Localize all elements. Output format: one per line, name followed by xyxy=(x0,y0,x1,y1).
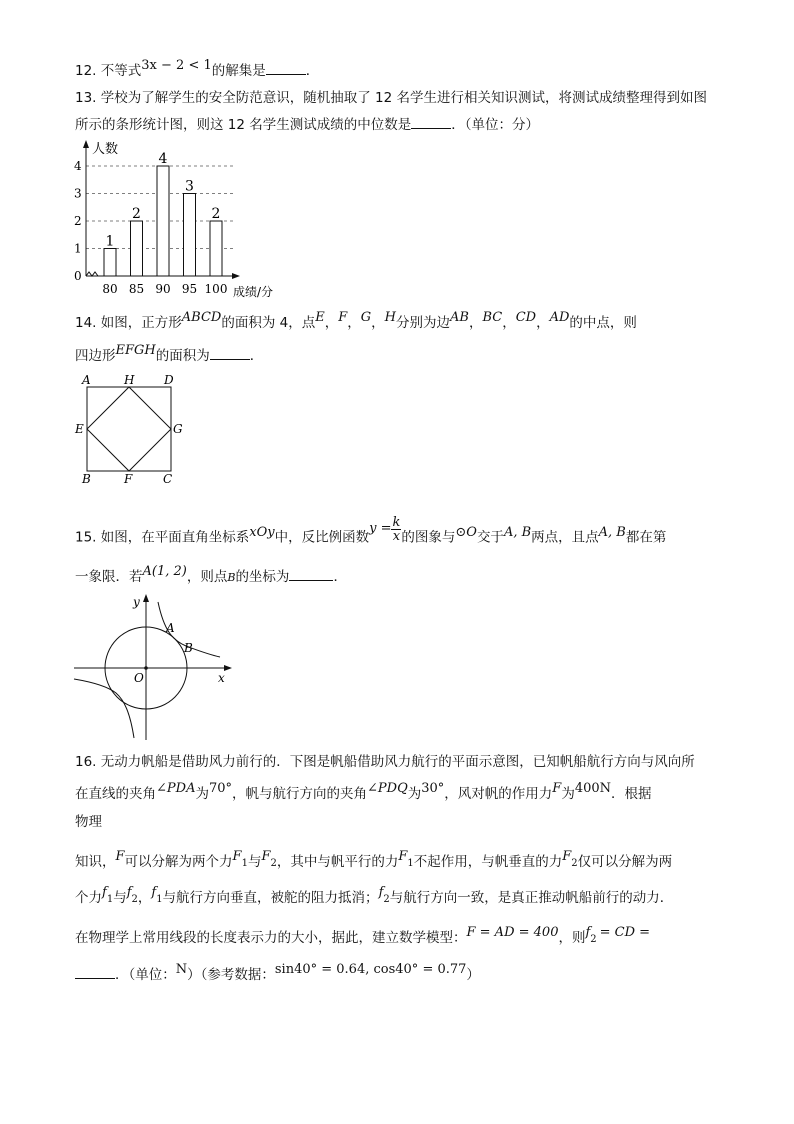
label-a: A xyxy=(82,373,91,387)
answer-blank-15[interactable] xyxy=(289,566,333,581)
label-d: D xyxy=(164,373,174,387)
question-14-line1: 14. 如图，正方形ABCD的面积为 4，点E，F，G，H分别为边AB，BC，CD，AD的中点，则 xyxy=(75,310,637,331)
x-axis-title: 成绩/分 xyxy=(233,285,274,299)
square-abcd xyxy=(87,387,171,471)
question-16-line2: 在直线的夹角∠PDA为70°，帆与航行方向的夹角∠PDQ为30°，风对帆的作用力F为400N．根据 xyxy=(75,781,652,802)
answer-blank-12[interactable] xyxy=(266,60,306,75)
bar-chart xyxy=(62,138,302,300)
data-label: 2 xyxy=(132,206,141,222)
bar-90 xyxy=(157,166,169,276)
y-tick-label: 3 xyxy=(74,186,82,201)
x-tick-label: 100 xyxy=(204,282,228,296)
bar-95 xyxy=(184,194,196,277)
label-b: B xyxy=(82,472,91,486)
bar-80 xyxy=(104,249,116,277)
question-14-line2: 四边形EFGH的面积为 ． xyxy=(75,343,264,364)
label-o: O xyxy=(134,671,144,685)
label-h: H xyxy=(124,373,135,387)
x-tick-label: 85 xyxy=(128,282,145,296)
y-tick-label: 4 xyxy=(74,159,82,173)
y-axis-title: 人数 xyxy=(92,142,119,157)
data-label: 1 xyxy=(105,233,115,250)
question-16-line3: 物理 xyxy=(75,814,102,830)
question-13-line1: 13. 学校为了解学生的安全防范意识，随机抽取了 12 名学生进行相关知识测试，将测试成绩整理得到如图 xyxy=(75,90,708,106)
x-tick-label: 80 xyxy=(102,282,118,296)
label-g: G xyxy=(173,422,183,436)
data-label: 4 xyxy=(158,151,168,167)
question-12: 12. 不等式3x − 2 < 1的解集是 ． xyxy=(75,58,320,79)
x-tick-label: 90 xyxy=(155,282,171,296)
label-y: y xyxy=(133,595,140,609)
fraction-k-over-x: $\frac{k}{x}$ xyxy=(392,515,401,544)
question-15-line2: 一象限．若A(1, 2)，则点B的坐标为 ． xyxy=(75,564,347,585)
bar-85 xyxy=(131,221,143,276)
question-16-line1: 16. 无动力帆船是借助风力前行的．下图是帆船借助风力航行的平面示意图，已知帆船航行方向与风向所 xyxy=(75,754,695,770)
x-axis-arrow xyxy=(232,273,240,279)
y-tick-label: 1 xyxy=(74,241,82,256)
label-c: C xyxy=(163,472,173,486)
question-16-line6: 在物理学上常用线段的长度表示力的大小，据此，建立数学模型：F = AD = 400，则f2 = CD = xyxy=(75,925,651,946)
x-axis-arrow xyxy=(224,665,232,671)
y-tick-label: 0 xyxy=(74,269,82,283)
y-tick-label: 2 xyxy=(74,214,82,228)
question-15-line1: 15. 如图，在平面直角坐标系xOy中，反比例函数y = $\frac{k}{x}$ 的图象与⊙O交于A, B两点，且点A, B都在第 xyxy=(75,515,667,546)
label-e: E xyxy=(75,422,84,436)
label-a: A xyxy=(166,621,175,635)
label-b: B xyxy=(184,641,193,655)
inequality-expression: 3x − 2 < 1 xyxy=(141,58,212,73)
y-axis-arrow xyxy=(143,594,149,602)
hyperbola-branch-3 xyxy=(74,679,134,738)
question-16-line7: ．（单位：N）（参考数据：sin40° = 0.64, cos40° = 0.77） xyxy=(75,964,480,986)
data-label: 2 xyxy=(211,206,221,222)
circle-hyperbola-diagram xyxy=(72,590,242,745)
square-diagram xyxy=(72,370,192,490)
x-tick-label: 95 xyxy=(181,282,198,296)
label-f: F xyxy=(124,472,133,486)
question-16-line4: 知识，F可以分解为两个力F1与F2，其中与帆平行的力F1不起作用，与帆垂直的力F2仅可以分解为两 xyxy=(75,849,673,870)
data-label: 3 xyxy=(185,178,194,195)
y-axis-arrow xyxy=(83,140,89,148)
bar-100 xyxy=(210,221,222,276)
answer-blank-13[interactable] xyxy=(411,114,451,129)
axis-break xyxy=(86,272,98,276)
quad-efgh xyxy=(87,387,171,471)
question-13-line2: 所示的条形统计图，则这 12 名学生测试成绩的中位数是 ．（单位：分） xyxy=(75,114,539,135)
answer-blank-16[interactable] xyxy=(75,964,115,979)
question-16-line5: 个力f1与f2，f1与航行方向垂直，被舵的阻力抵消；f2与航行方向一致，是真正推动帆船前行的动力． xyxy=(75,885,674,906)
label-x: x xyxy=(218,671,225,685)
origin-point xyxy=(144,666,148,670)
answer-blank-14[interactable] xyxy=(210,345,250,360)
